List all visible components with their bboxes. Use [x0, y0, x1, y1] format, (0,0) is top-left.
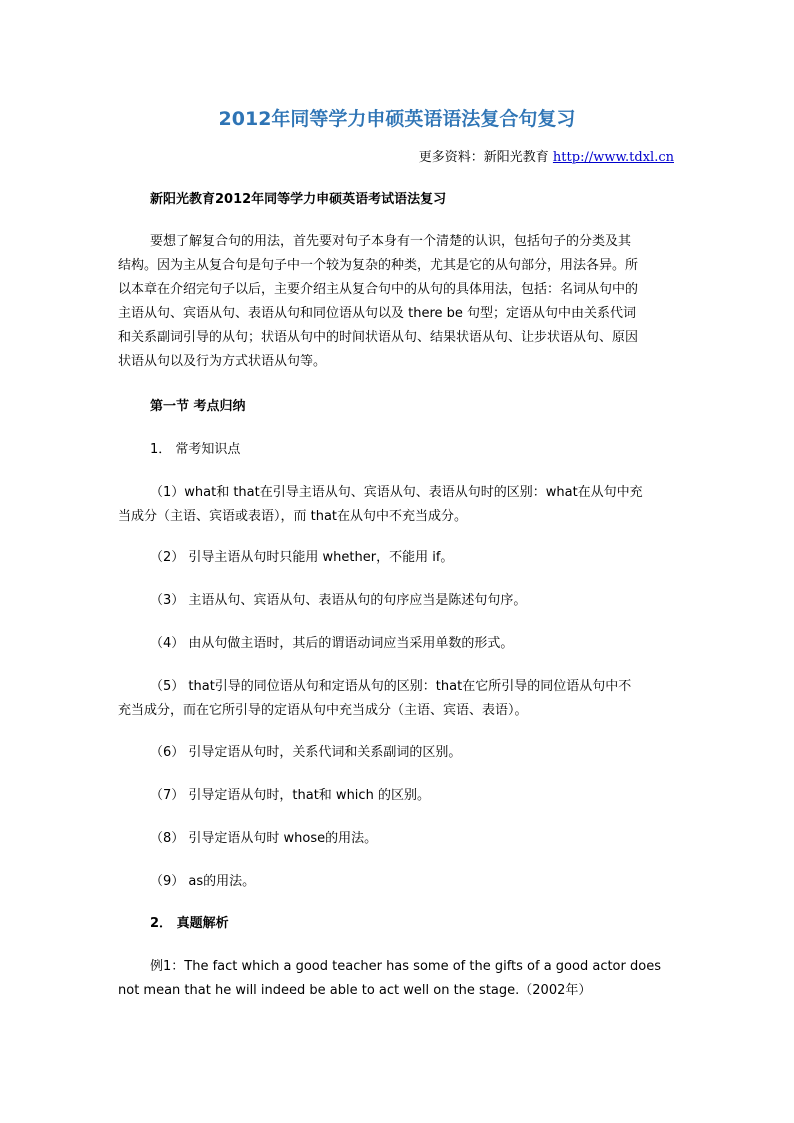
example-paragraph [118, 955, 678, 1003]
section-heading-text: 第一节 考点归纳 [150, 399, 246, 414]
more-resources-line [419, 146, 674, 165]
subtitle-text: 新阳光教育2012年同等学力申硕英语考试语法复习 [150, 192, 447, 207]
intro-line: 以本章在介绍完句子以后，主要介绍主从复合句中的从句的具体用法，包括：名词从句中的 [118, 282, 639, 297]
subsection-heading-text: 1． 常考知识点 [150, 442, 241, 457]
example-line: 例1：The fact which a good teacher has some of the gifts of a good actor does [150, 959, 661, 974]
more-resources-label: 更多资料：新阳光教育 [418, 150, 553, 165]
knowledge-point-line: （2） 引导主语从句时只能用 whether，不能用 if。 [150, 550, 454, 565]
knowledge-point-4 [118, 632, 678, 656]
knowledge-point-2 [118, 546, 678, 570]
knowledge-point-3 [118, 589, 678, 613]
intro-line: 状语从句以及行为方式状语从句等。 [118, 354, 327, 369]
knowledge-point-line: （8） 引导定语从句时 whose的用法。 [150, 831, 378, 846]
subsection-heading [118, 912, 678, 936]
knowledge-point-1 [118, 481, 678, 529]
section-heading [118, 395, 678, 419]
intro-line: 结构。因为主从复合句是句子中一个较为复杂的种类，尤其是它的从句部分，用法各异。所 [118, 258, 639, 273]
knowledge-point-line: 充当成分，而在它所引导的定语从句中充当成分（主语、宾语、表语）。 [118, 703, 528, 718]
knowledge-point-line: （9） as的用法。 [150, 874, 256, 889]
example-line: not mean that he will indeed be able to act well on the stage.（2002年） [118, 983, 592, 998]
document-subtitle [118, 188, 678, 212]
knowledge-point-7 [118, 784, 678, 808]
knowledge-point-line: （6） 引导定语从句时，关系代词和关系副词的区别。 [150, 745, 462, 760]
knowledge-point-line: （3） 主语从句、宾语从句、表语从句的句序应当是陈述句句序。 [150, 593, 527, 608]
knowledge-point-9 [118, 870, 678, 894]
knowledge-point-6 [118, 741, 678, 765]
knowledge-point-8 [118, 827, 678, 851]
intro-line: 主语从句、宾语从句、表语从句和同位语从句以及 there be 句型；定语从句中由关系代词 [118, 306, 637, 321]
intro-line: 和关系副词引导的从句；状语从句中的时间状语从句、结果状语从句、让步状语从句、原因 [118, 330, 639, 345]
subsection-heading-text: 2． 真题解析 [150, 916, 229, 931]
knowledge-point-line: （5） that引导的同位语从句和定语从句的区别：that在它所引导的同位语从句中不 [150, 679, 632, 694]
intro-paragraph [118, 230, 678, 374]
knowledge-point-5 [118, 675, 678, 723]
document-title: 2012年同等学力申硕英语语法复合句复习 [218, 108, 576, 130]
website-link[interactable]: http://www.tdxl.cn [552, 150, 674, 165]
knowledge-point-line: （4） 由从句做主语时，其后的谓语动词应当采用单数的形式。 [150, 636, 514, 651]
knowledge-point-line: （1）what和 that在引导主语从句、宾语从句、表语从句时的区别：what在从句中充 [150, 485, 643, 500]
knowledge-point-line: 当成分（主语、宾语或表语），而 that在从句中不充当成分。 [118, 509, 468, 524]
intro-line: 要想了解复合句的用法，首先要对句子本身有一个清楚的认识，包括句子的分类及其 [150, 234, 632, 249]
knowledge-point-line: （7） 引导定语从句时，that和 which 的区别。 [150, 788, 430, 803]
subsection-heading [118, 438, 678, 462]
